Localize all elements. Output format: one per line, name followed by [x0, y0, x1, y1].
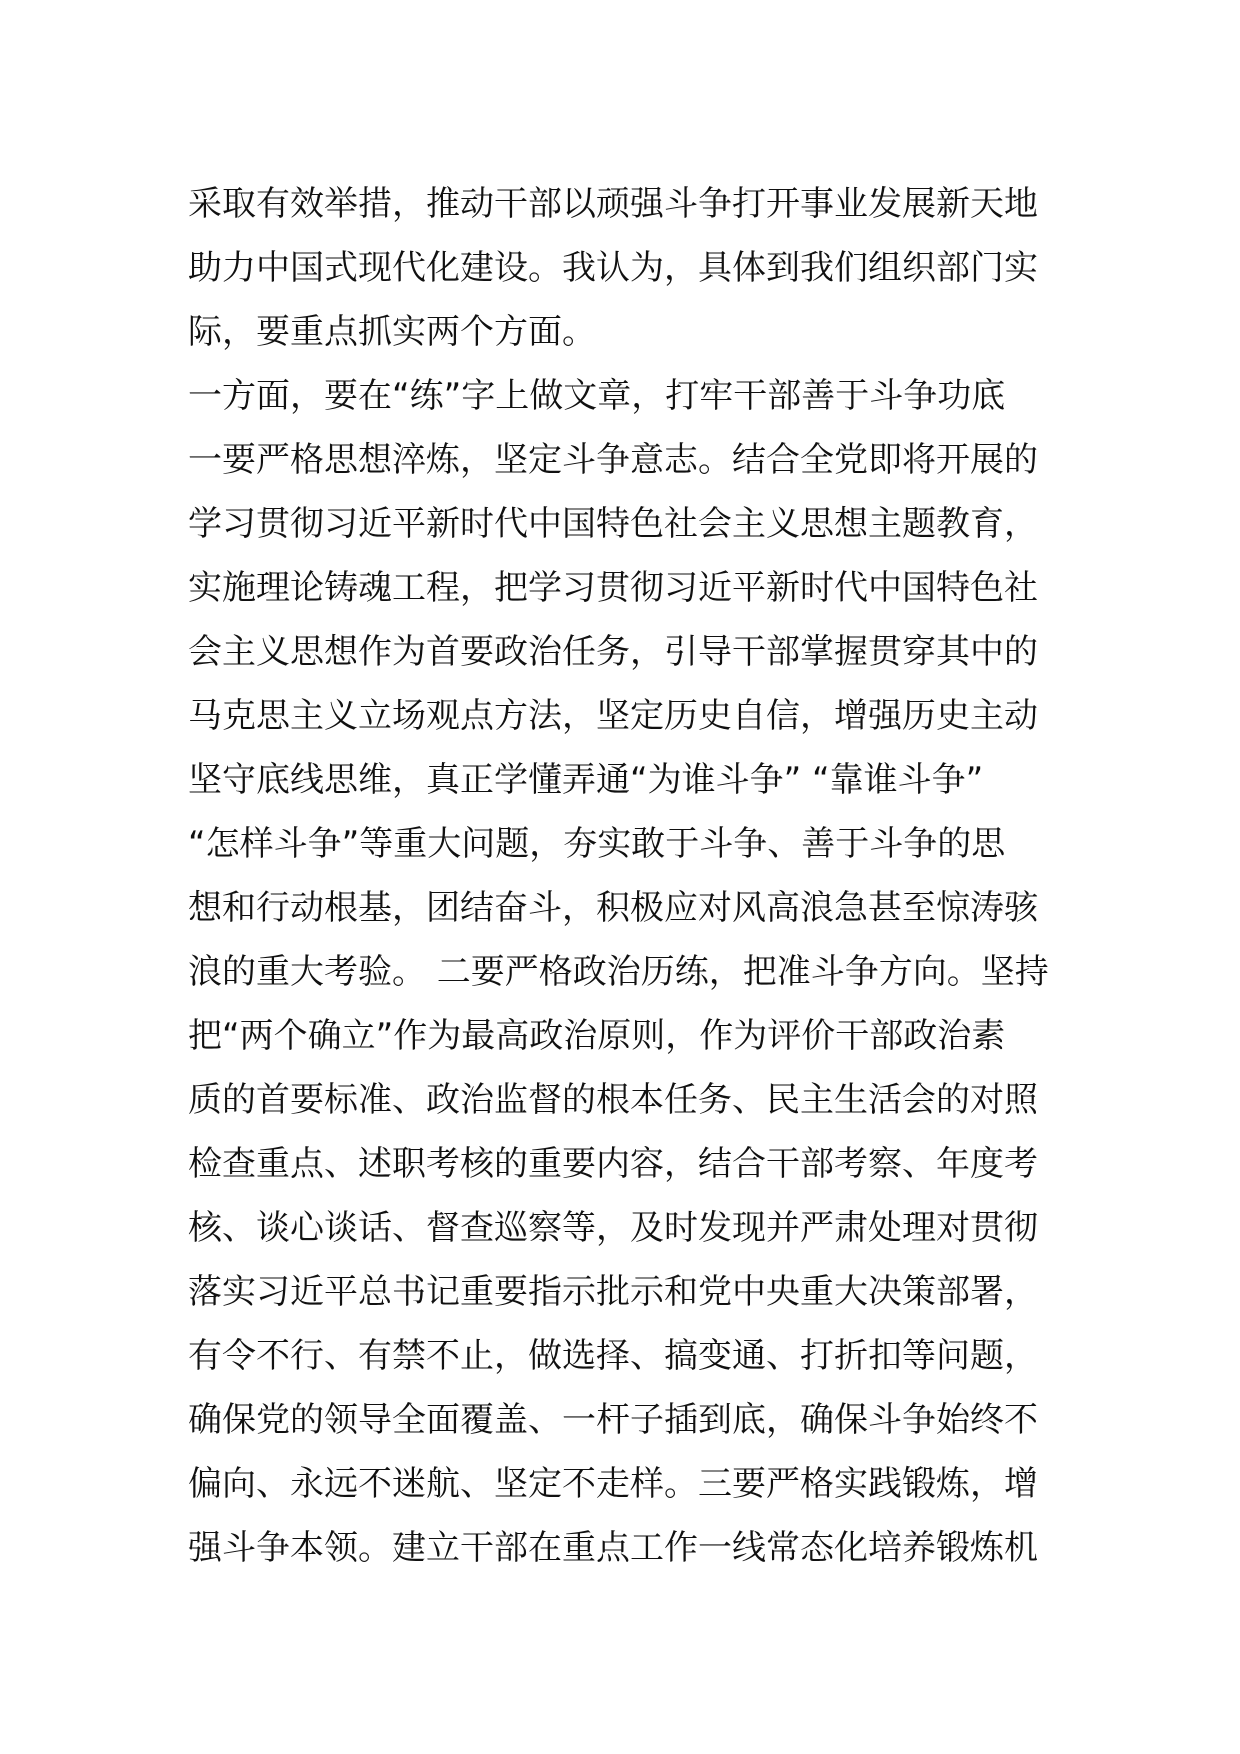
text-line: 浪的重大考验。 二要严格政治历练，把准斗争方向。坚持 — [188, 952, 1049, 992]
text-line: 采取有效举措，推动干部以顽强斗争打开事业发展新天地 — [188, 184, 1038, 224]
text-line: 核、谈心谈话、督查巡察等，及时发现并严肃处理对贯彻 — [188, 1208, 1038, 1248]
text-line: 强斗争本领。建立干部在重点工作一线常态化培养锻炼机 — [188, 1528, 1038, 1568]
text-line: 质的首要标准、政治监督的根本任务、民主生活会的对照 — [188, 1080, 1038, 1120]
text-line: “怎样斗争”等重大问题，夯实敢于斗争、善于斗争的思 — [188, 824, 1006, 864]
text-line: 检查重点、述职考核的重要内容，结合干部考察、年度考 — [188, 1144, 1038, 1184]
text-line: 学习贯彻习近平新时代中国特色社会主义思想主题教育， — [188, 504, 1038, 544]
text-line: 助力中国式现代化建设。我认为，具体到我们组织部门实 — [188, 248, 1038, 288]
text-line: 想和行动根基，团结奋斗，积极应对风高浪急甚至惊涛骇 — [188, 888, 1038, 928]
text-line: 确保党的领导全面覆盖、一杆子插到底，确保斗争始终不 — [188, 1400, 1038, 1440]
text-line: 一方面，要在“练”字上做文章，打牢干部善于斗争功底 — [188, 376, 1006, 416]
text-line: 把“两个确立”作为最高政治原则，作为评价干部政治素 — [188, 1016, 1006, 1056]
text-line: 落实习近平总书记重要指示批示和党中央重大决策部署， — [188, 1272, 1038, 1312]
text-line: 坚守底线思维，真正学懂弄通“为谁斗争” “靠谁斗争” — [188, 760, 984, 800]
text-line: 际，要重点抓实两个方面。 — [188, 312, 596, 352]
text-line: 马克思主义立场观点方法，坚定历史自信，增强历史主动 — [188, 696, 1038, 736]
body-text — [188, 172, 1068, 1580]
text-line: 一要严格思想淬炼，坚定斗争意志。结合全党即将开展的 — [188, 440, 1038, 480]
text-line: 偏向、永远不迷航、坚定不走样。三要严格实践锻炼，增 — [188, 1464, 1038, 1504]
text-line: 有令不行、有禁不止，做选择、搞变通、打折扣等问题， — [188, 1336, 1038, 1376]
text-line: 实施理论铸魂工程，把学习贯彻习近平新时代中国特色社 — [188, 568, 1038, 608]
text-line: 会主义思想作为首要政治任务，引导干部掌握贯穿其中的 — [188, 632, 1038, 672]
